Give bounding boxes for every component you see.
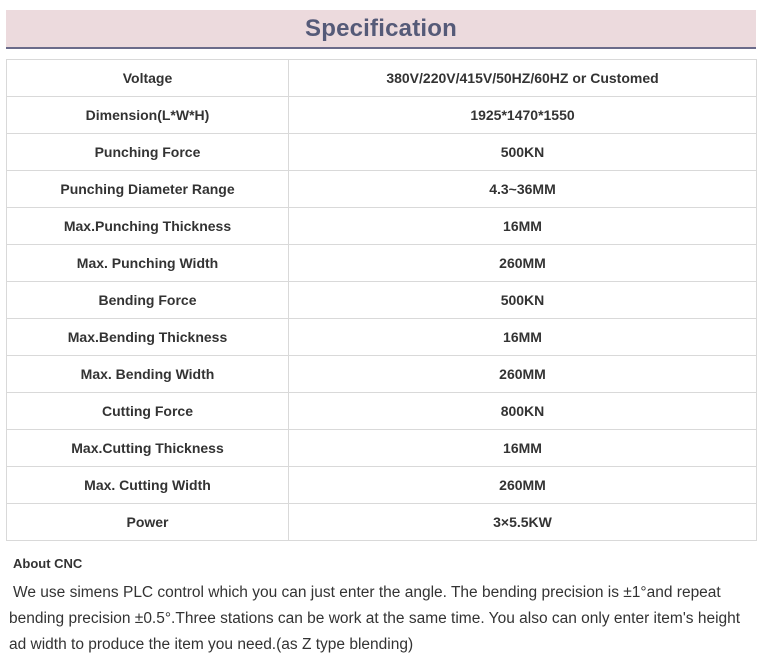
spec-value: 1925*1470*1550 — [289, 97, 757, 134]
spec-value: 500KN — [289, 134, 757, 171]
spec-label: Voltage — [7, 60, 289, 97]
spec-label: Max. Punching Width — [7, 245, 289, 282]
table-row — [7, 282, 757, 319]
table-row — [7, 356, 757, 393]
spec-label: Max.Cutting Thickness — [7, 430, 289, 467]
spec-value: 4.3~36MM — [289, 171, 757, 208]
spec-label: Punching Force — [7, 134, 289, 171]
specification-title: Specification — [305, 14, 457, 42]
table-row — [7, 467, 757, 504]
spec-value: 800KN — [289, 393, 757, 430]
about-paragraph: We use simens PLC control which you can just enter the angle. The bending precision is ±1°and repeat bending precision ±0.5°.Three stations can be work at the same time. You also can only enter item's height ad width to produce the item you need.(as Z type blending) — [9, 584, 741, 653]
spec-value: 260MM — [289, 467, 757, 504]
spec-value: 16MM — [289, 430, 757, 467]
spec-label: Bending Force — [7, 282, 289, 319]
specification-header — [6, 10, 756, 49]
spec-value: 3×5.5KW — [289, 504, 757, 541]
spec-label: Max. Bending Width — [7, 356, 289, 393]
table-row — [7, 208, 757, 245]
table-row — [7, 393, 757, 430]
spec-label: Cutting Force — [7, 393, 289, 430]
spec-label: Power — [7, 504, 289, 541]
spec-label: Max.Punching Thickness — [7, 208, 289, 245]
spec-value: 500KN — [289, 282, 757, 319]
spec-label: Max. Cutting Width — [7, 467, 289, 504]
table-row — [7, 245, 757, 282]
table-row — [7, 430, 757, 467]
spec-value: 16MM — [289, 319, 757, 356]
spec-label: Max.Bending Thickness — [7, 319, 289, 356]
table-row — [7, 134, 757, 171]
table-row — [7, 97, 757, 134]
about-heading: About CNC — [13, 556, 83, 571]
specification-table — [6, 59, 757, 541]
spec-value: 260MM — [289, 356, 757, 393]
table-row — [7, 171, 757, 208]
spec-label: Punching Diameter Range — [7, 171, 289, 208]
spec-label: Dimension(L*W*H) — [7, 97, 289, 134]
table-row — [7, 319, 757, 356]
spec-value: 16MM — [289, 208, 757, 245]
spec-value: 380V/220V/415V/50HZ/60HZ or Customed — [289, 60, 757, 97]
spec-value: 260MM — [289, 245, 757, 282]
table-row — [7, 504, 757, 541]
table-row — [7, 60, 757, 97]
